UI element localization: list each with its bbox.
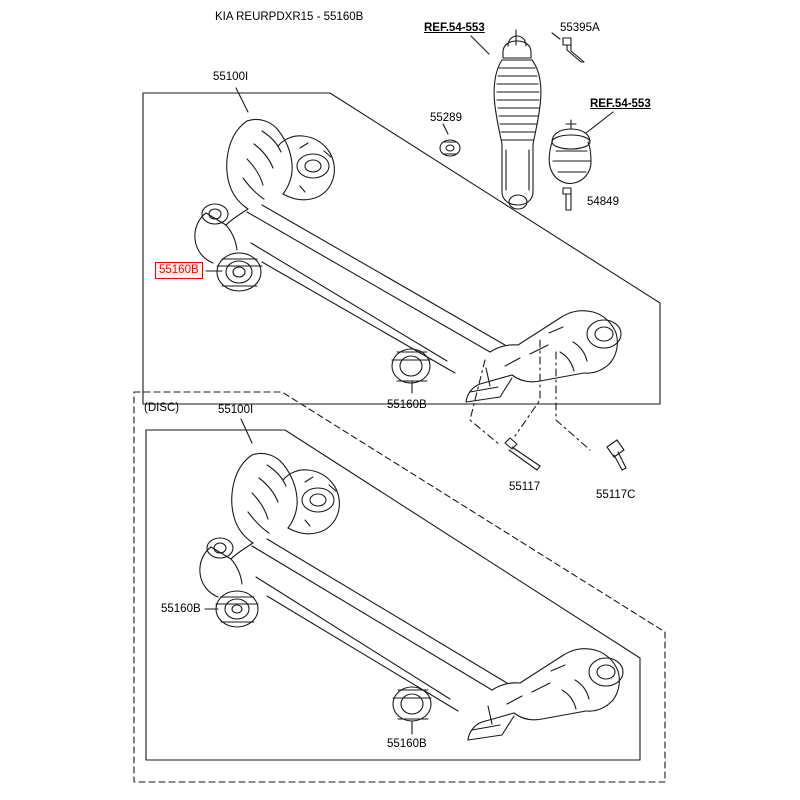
lower-panel-solid-outline	[146, 430, 640, 760]
bolt-55395a	[552, 33, 584, 62]
label-ref-54-553-top[interactable]: REF.54-553	[424, 22, 485, 34]
label-part-54849[interactable]: 54849	[587, 196, 619, 208]
upper-torsion-beam-assembly	[195, 119, 621, 402]
bump-stop	[549, 120, 591, 183]
upper-panel-outline	[143, 93, 660, 404]
lower-panel-dashed-outline	[134, 392, 665, 782]
bolt-54849	[563, 188, 571, 210]
label-disc-note: (DISC)	[144, 402, 180, 414]
lower-torsion-beam-assembly	[200, 453, 623, 740]
label-part-55117[interactable]: 55117	[509, 481, 541, 493]
dashed-leaders	[470, 340, 590, 450]
bolt-55117	[505, 438, 540, 470]
label-part-55100i-upper[interactable]: 55100I	[213, 71, 249, 83]
label-part-55395a[interactable]: 55395A	[560, 22, 600, 34]
label-part-55160b-lower-left[interactable]: 55160B	[161, 603, 201, 615]
label-part-55160b-lower[interactable]: 55160B	[387, 738, 427, 750]
bolt-55117c	[607, 440, 626, 470]
diagram-title: KIA REURPDXR15 - 55160B	[215, 11, 364, 23]
label-part-55160b-upper[interactable]: 55160B	[387, 399, 427, 411]
label-part-55289[interactable]: 55289	[430, 112, 462, 124]
label-part-55117c[interactable]: 55117C	[596, 489, 636, 501]
label-ref-54-553-right[interactable]: REF.54-553	[590, 98, 651, 110]
label-part-55160b-highlight[interactable]: 55160B	[155, 262, 203, 279]
shock-absorber	[494, 30, 541, 209]
nut-55289	[440, 124, 460, 156]
label-part-55100i-lower[interactable]: 55100I	[218, 404, 254, 416]
